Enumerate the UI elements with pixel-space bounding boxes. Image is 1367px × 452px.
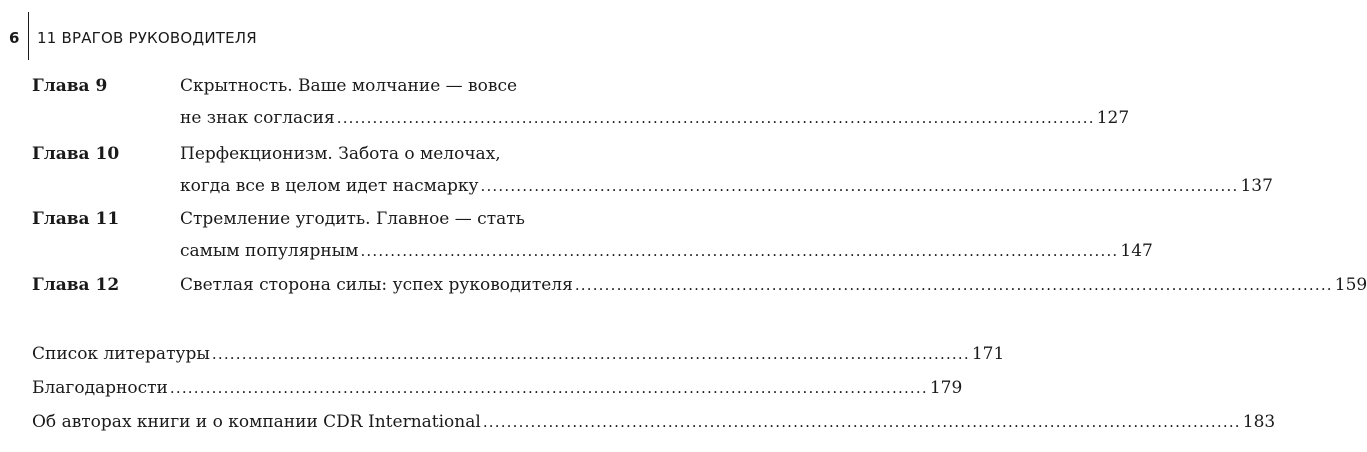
backmatter-list	[32, 342, 1276, 444]
chapter-title-line-2-text: когда все в целом идет насмарку	[180, 176, 479, 196]
dot-leader: ...............................................................................................................................	[169, 379, 928, 397]
page-ref: 183	[1242, 412, 1276, 432]
toc-entry-about-authors[interactable]	[32, 410, 1276, 444]
chapter-title-line-2	[180, 239, 1153, 271]
chapter-title-line-2	[180, 174, 1273, 206]
chapter-title-line-2-text: не знак согласия	[180, 108, 335, 128]
chapter-label: Глава 9	[32, 76, 108, 96]
page-ref: 171	[971, 344, 1005, 364]
chapter-title-block	[180, 142, 1273, 206]
page-ref: 179	[929, 378, 963, 398]
dot-leader: ...............................................................................................................................	[336, 109, 1095, 127]
page-number: 6	[9, 29, 20, 47]
chapter-title-line-1: Стремление угодить. Главное — стать	[180, 209, 525, 229]
dot-leader: ...............................................................................................................................	[482, 413, 1241, 431]
entry-title: Благодарности	[32, 378, 168, 398]
header-divider	[28, 12, 29, 60]
chapter-title-line-2	[180, 106, 1130, 138]
toc-entry-bibliography[interactable]	[32, 342, 1005, 376]
chapter-title-line-2-text: самым популярным	[180, 241, 359, 261]
chapter-label: Глава 10	[32, 144, 120, 164]
entry-title: Об авторах книги и о компании CDR International	[32, 412, 481, 432]
chapter-title-line-1: Скрытность. Ваше молчание — вовсе	[180, 76, 518, 96]
page-ref: 137	[1240, 176, 1273, 196]
chapter-label: Глава 12	[32, 275, 120, 295]
page-ref: 147	[1120, 241, 1153, 261]
dot-leader: ...............................................................................................................................	[211, 345, 970, 363]
running-head: 11 ВРАГОВ РУКОВОДИТЕЛЯ	[37, 29, 257, 47]
chapter-title-block	[180, 207, 1153, 271]
chapter-title-line-1-text: Светлая сторона силы: успех руководителя	[180, 275, 573, 295]
chapter-title-block	[180, 273, 1367, 305]
chapter-title-line-1	[180, 273, 1367, 305]
dot-leader: ...............................................................................................................................	[360, 242, 1119, 260]
toc-entry-acknowledgements[interactable]	[32, 376, 963, 410]
entry-title: Список литературы	[32, 344, 210, 364]
chapter-title-block	[180, 74, 1130, 138]
dot-leader: ...............................................................................................................................	[480, 177, 1239, 195]
dot-leader: ...............................................................................................................................	[574, 276, 1333, 294]
chapter-title-line-1: Перфекционизм. Забота о мелочах,	[180, 144, 501, 164]
chapter-label: Глава 11	[32, 209, 120, 229]
page-ref: 127	[1096, 108, 1130, 128]
page-ref: 159	[1334, 275, 1367, 295]
